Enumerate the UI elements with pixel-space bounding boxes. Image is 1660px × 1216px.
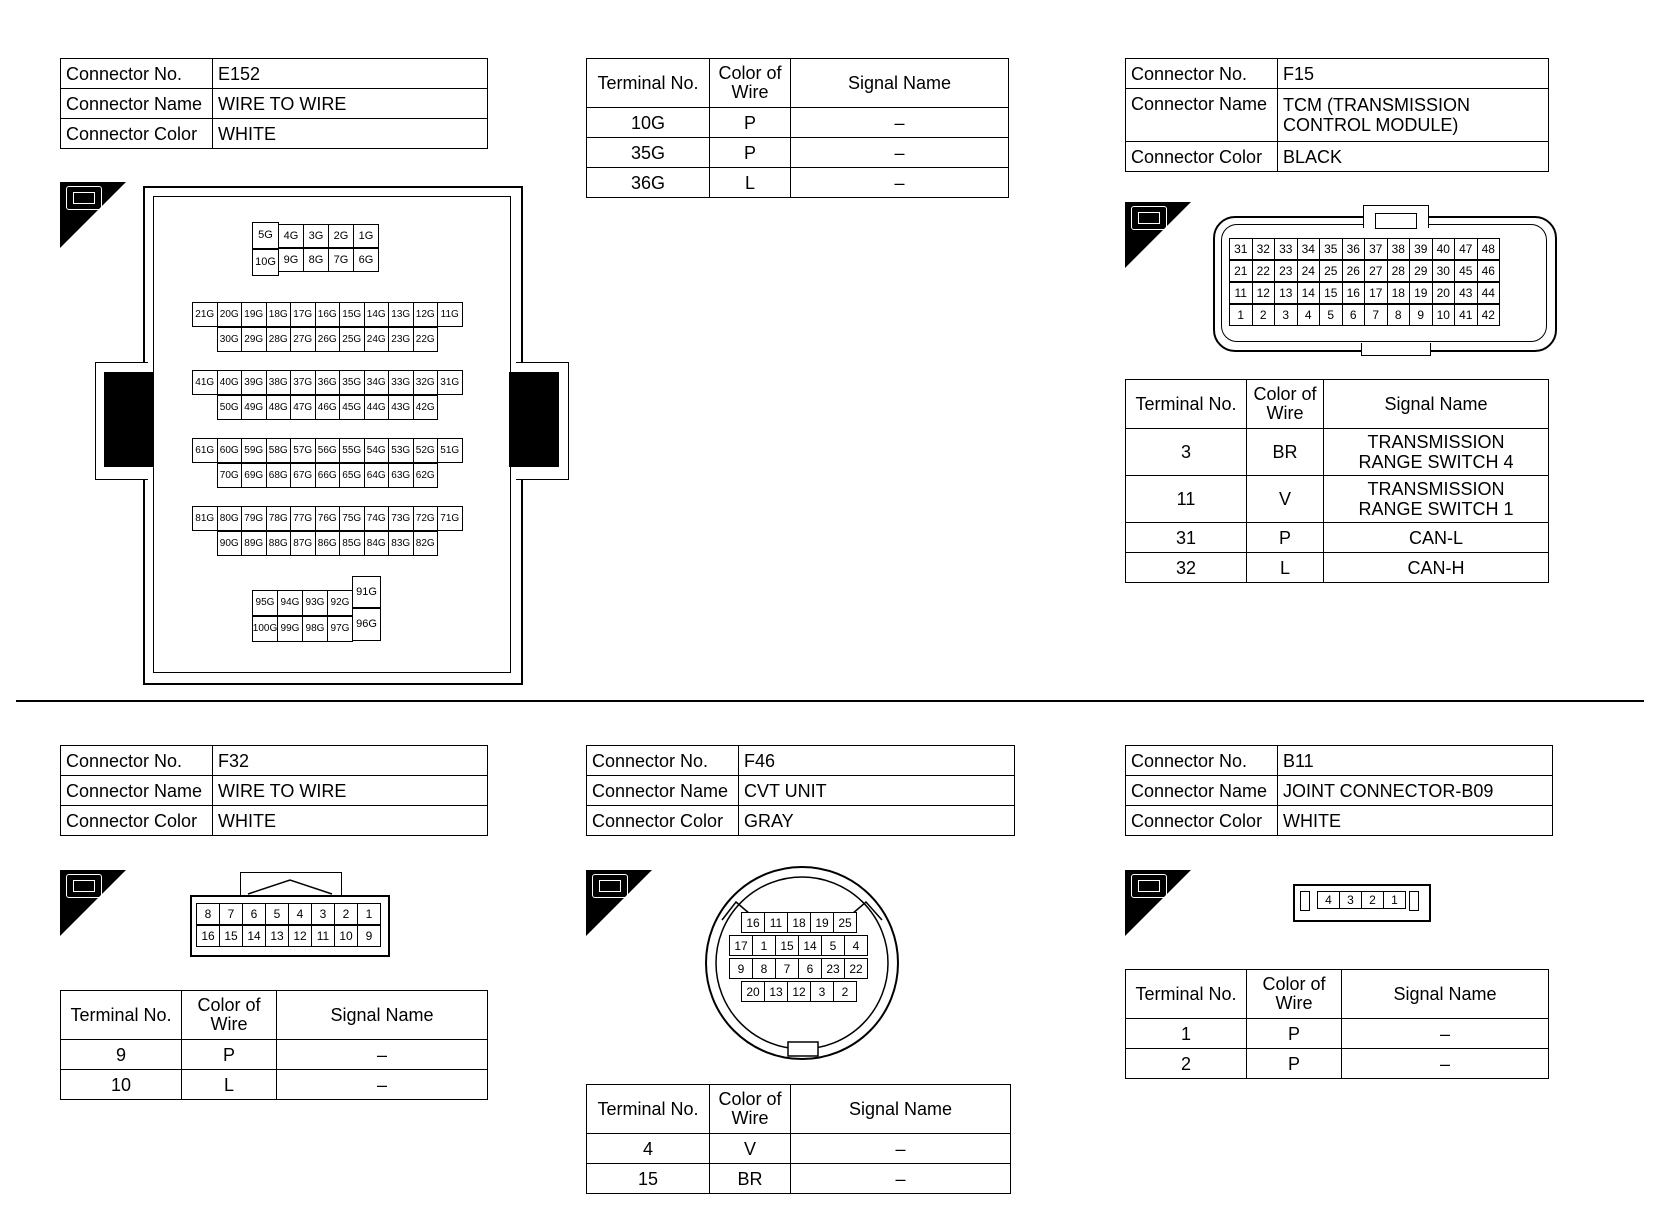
terminal-pin: 46	[1477, 260, 1501, 282]
terminal-pin: 54G	[364, 438, 390, 463]
terminal-pin: 1	[1229, 304, 1253, 326]
signal-header: Signal Name	[791, 59, 1009, 108]
terminal-pin: 22	[844, 958, 868, 979]
info-label: Connector No.	[61, 746, 213, 776]
hs-label: H.S.	[1153, 244, 1187, 263]
terminal-pin: 9	[729, 958, 753, 979]
signal-header: Signal Name	[791, 1085, 1011, 1134]
terminal-pin: 13	[1274, 282, 1298, 304]
terminal-pin: 37	[1364, 238, 1388, 260]
table-row: 9 P –	[61, 1040, 488, 1070]
terminal-pin: 9	[357, 925, 381, 947]
terminal-pin: 61G	[192, 438, 218, 463]
terminal-pin: 45G	[339, 395, 365, 420]
terminal-pin: 2	[1252, 304, 1276, 326]
terminal-pin: 64G	[364, 463, 390, 488]
f46-terminal-table	[586, 1084, 1011, 1194]
terminal-pin: 16	[1342, 282, 1366, 304]
terminal-pin: 60G	[217, 438, 243, 463]
terminal-pin: 11	[764, 912, 788, 933]
terminal-pin: 4	[288, 903, 312, 925]
connector-name: WIRE TO WIRE	[213, 776, 488, 806]
terminal-pin: 8G	[303, 248, 329, 272]
terminal-pin: 25	[1319, 260, 1343, 282]
terminal-pin: 21	[1229, 260, 1253, 282]
terminal-pin: 53G	[388, 438, 414, 463]
b11-terminal-table	[1125, 969, 1549, 1079]
terminal-pin: 33G	[388, 370, 414, 395]
terminal-pin: 10	[334, 925, 358, 947]
table-row: 31 P CAN-L	[1126, 523, 1549, 553]
terminal-pin: 8	[752, 958, 776, 979]
terminal-pin: 34G	[364, 370, 390, 395]
info-label: Connector Color	[1126, 806, 1278, 836]
terminal-pin: 50G	[217, 395, 243, 420]
terminal-pin: 6G	[353, 248, 379, 272]
terminal-pin: 39	[1409, 238, 1433, 260]
terminal-pin: 43	[1454, 282, 1478, 304]
terminal-pin: 59G	[241, 438, 267, 463]
section-divider	[16, 700, 1644, 702]
terminal-pin: 39G	[241, 370, 267, 395]
terminal-pin: 18G	[266, 302, 292, 327]
terminal-pin: 7	[775, 958, 799, 979]
connector-color: WHITE	[1278, 806, 1553, 836]
terminal-pin: 52G	[413, 438, 439, 463]
terminal-pin: 36	[1342, 238, 1366, 260]
f32-latch	[240, 872, 340, 896]
terminal-pin: 18	[787, 912, 811, 933]
terminal-pin: 58G	[266, 438, 292, 463]
terminal-pin: 92G	[327, 590, 353, 616]
f32-info-table	[60, 745, 488, 836]
terminal-pin: 48	[1477, 238, 1501, 260]
terminal-pin: 35G	[339, 370, 365, 395]
terminal-pin: 15	[1319, 282, 1343, 304]
terminal-pin: 69G	[241, 463, 267, 488]
terminal-pin: 12	[288, 925, 312, 947]
terminal-pin: 71G	[437, 506, 463, 531]
terminal-pin: 28G	[266, 327, 292, 352]
table-row: 36G L –	[587, 168, 1009, 198]
terminal-pin: 31G	[437, 370, 463, 395]
terminal-pin: 8	[196, 903, 220, 925]
terminal-pin: 5	[821, 935, 845, 956]
color-header: Color of Wire	[1247, 380, 1324, 429]
terminal-pin: 32G	[413, 370, 439, 395]
terminal-pin: 26	[1342, 260, 1366, 282]
color-header: Color of Wire	[182, 991, 277, 1040]
terminal-pin: 21G	[192, 302, 218, 327]
terminal-pin: 18	[1387, 282, 1411, 304]
terminal-pin: 25G	[339, 327, 365, 352]
harness-side-icon	[586, 870, 652, 936]
info-label: Connector No.	[1126, 59, 1278, 89]
info-label: Connector Color	[61, 119, 213, 149]
terminal-header: Terminal No.	[1126, 970, 1247, 1019]
terminal-pin: 29G	[241, 327, 267, 352]
terminal-pin: 5	[265, 903, 289, 925]
terminal-pin: 10G	[252, 249, 279, 276]
terminal-pin: 14	[242, 925, 266, 947]
terminal-pin: 70G	[217, 463, 243, 488]
terminal-pin: 6	[798, 958, 822, 979]
connector-name: CVT UNIT	[739, 776, 1015, 806]
terminal-pin: 100G	[252, 616, 278, 642]
terminal-pin: 3G	[303, 224, 329, 248]
terminal-pin: 3	[311, 903, 335, 925]
terminal-pin: 1	[357, 903, 381, 925]
terminal-pin: 89G	[241, 531, 267, 556]
terminal-pin: 29	[1409, 260, 1433, 282]
terminal-pin: 41	[1454, 304, 1478, 326]
terminal-pin: 48G	[266, 395, 292, 420]
terminal-pin: 51G	[437, 438, 463, 463]
terminal-pin: 24G	[364, 327, 390, 352]
harness-side-icon	[1125, 870, 1191, 936]
terminal-pin: 35	[1319, 238, 1343, 260]
table-row: 10 L –	[61, 1070, 488, 1100]
terminal-pin: 47	[1454, 238, 1478, 260]
terminal-pin: 65G	[339, 463, 365, 488]
terminal-pin: 78G	[266, 506, 292, 531]
harness-side-icon	[60, 182, 126, 248]
terminal-pin: 83G	[388, 531, 414, 556]
info-label: Connector No.	[61, 59, 213, 89]
terminal-pin: 67G	[290, 463, 316, 488]
terminal-pin: 9	[1409, 304, 1433, 326]
terminal-pin: 93G	[302, 590, 328, 616]
terminal-pin: 37G	[290, 370, 316, 395]
terminal-pin: 15	[219, 925, 243, 947]
terminal-pin: 11	[311, 925, 335, 947]
signal-header: Signal Name	[1342, 970, 1549, 1019]
terminal-pin: 30	[1432, 260, 1456, 282]
hs-label: H.S.	[88, 224, 122, 243]
terminal-pin: 95G	[252, 590, 278, 616]
f15-terminal-table	[1125, 379, 1549, 583]
terminal-pin: 43G	[388, 395, 414, 420]
terminal-pin: 55G	[339, 438, 365, 463]
terminal-pin: 19	[1409, 282, 1433, 304]
terminal-pin: 3	[1339, 891, 1362, 909]
table-row: 4 V –	[587, 1134, 1011, 1164]
terminal-pin: 30G	[217, 327, 243, 352]
info-label: Connector No.	[1126, 746, 1278, 776]
info-label: Connector Name	[1126, 89, 1278, 142]
terminal-pin: 27G	[290, 327, 316, 352]
terminal-pin: 82G	[413, 531, 439, 556]
e152-terminal-table	[586, 58, 1009, 198]
terminal-pin: 86G	[315, 531, 341, 556]
terminal-pin: 11	[1229, 282, 1253, 304]
hs-label: H.S.	[1153, 912, 1187, 931]
hs-label: H.S.	[88, 912, 122, 931]
terminal-pin: 38G	[266, 370, 292, 395]
f15-info-table	[1125, 58, 1549, 172]
table-row: 10G P –	[587, 108, 1009, 138]
terminal-pin: 5	[1319, 304, 1343, 326]
terminal-pin: 1	[1383, 891, 1406, 909]
terminal-pin: 62G	[413, 463, 439, 488]
terminal-pin: 20	[1432, 282, 1456, 304]
terminal-pin: 77G	[290, 506, 316, 531]
terminal-pin: 20	[741, 981, 765, 1002]
terminal-pin: 9G	[278, 248, 304, 272]
hs-label: H.S.	[614, 912, 648, 931]
terminal-pin: 4G	[278, 224, 304, 248]
terminal-pin: 75G	[339, 506, 365, 531]
terminal-pin: 20G	[217, 302, 243, 327]
terminal-pin: 27	[1364, 260, 1388, 282]
terminal-pin: 7	[1364, 304, 1388, 326]
f32-terminal-table	[60, 990, 488, 1100]
terminal-pin: 8	[1387, 304, 1411, 326]
terminal-pin: 11G	[437, 302, 463, 327]
terminal-pin: 22	[1252, 260, 1276, 282]
terminal-pin: 4	[844, 935, 868, 956]
info-label: Connector No.	[587, 746, 739, 776]
terminal-pin: 26G	[315, 327, 341, 352]
signal-header: Signal Name	[1324, 380, 1549, 429]
info-label: Connector Color	[1126, 142, 1278, 172]
terminal-pin: 6	[1342, 304, 1366, 326]
harness-side-icon	[1125, 202, 1191, 268]
info-label: Connector Color	[587, 806, 739, 836]
b11-info-table	[1125, 745, 1553, 836]
terminal-pin: 57G	[290, 438, 316, 463]
terminal-pin: 17G	[290, 302, 316, 327]
f46-info-table	[586, 745, 1015, 836]
terminal-pin: 41G	[192, 370, 218, 395]
terminal-pin: 98G	[302, 616, 328, 642]
connector-no: F32	[213, 746, 488, 776]
terminal-pin: 7	[219, 903, 243, 925]
terminal-pin: 96G	[352, 608, 381, 641]
terminal-pin: 40	[1432, 238, 1456, 260]
color-header: Color of Wire	[1247, 970, 1342, 1019]
connector-no: F46	[739, 746, 1015, 776]
terminal-header: Terminal No.	[61, 991, 182, 1040]
terminal-pin: 63G	[388, 463, 414, 488]
info-label: Connector Name	[61, 776, 213, 806]
terminal-pin: 17	[729, 935, 753, 956]
terminal-pin: 3	[810, 981, 834, 1002]
color-header: Color of Wire	[710, 59, 791, 108]
connector-name: WIRE TO WIRE	[213, 89, 488, 119]
terminal-pin: 73G	[388, 506, 414, 531]
terminal-pin: 44G	[364, 395, 390, 420]
terminal-pin: 14	[1297, 282, 1321, 304]
terminal-pin: 90G	[217, 531, 243, 556]
terminal-pin: 13	[764, 981, 788, 1002]
terminal-header: Terminal No.	[587, 1085, 710, 1134]
terminal-pin: 19G	[241, 302, 267, 327]
terminal-pin: 16	[196, 925, 220, 947]
terminal-pin: 2	[833, 981, 857, 1002]
terminal-pin: 79G	[241, 506, 267, 531]
terminal-pin: 13	[265, 925, 289, 947]
info-label: Connector Color	[61, 806, 213, 836]
terminal-pin: 94G	[277, 590, 303, 616]
terminal-pin: 91G	[352, 576, 381, 608]
connector-no: F15	[1278, 59, 1549, 89]
terminal-pin: 31	[1229, 238, 1253, 260]
terminal-pin: 16	[741, 912, 765, 933]
terminal-pin: 2G	[328, 224, 354, 248]
connector-color: GRAY	[739, 806, 1015, 836]
terminal-pin: 22G	[413, 327, 439, 352]
terminal-pin: 14G	[364, 302, 390, 327]
terminal-pin: 17	[1364, 282, 1388, 304]
terminal-pin: 16G	[315, 302, 341, 327]
terminal-pin: 45	[1454, 260, 1478, 282]
terminal-pin: 1G	[353, 224, 379, 248]
terminal-pin: 7G	[328, 248, 354, 272]
terminal-pin: 97G	[327, 616, 353, 642]
terminal-pin: 36G	[315, 370, 341, 395]
table-row: 15 BR –	[587, 1164, 1011, 1194]
terminal-pin: 49G	[241, 395, 267, 420]
terminal-pin: 12G	[413, 302, 439, 327]
terminal-pin: 28	[1387, 260, 1411, 282]
connector-color: BLACK	[1278, 142, 1549, 172]
connector-name: JOINT CONNECTOR-B09	[1278, 776, 1553, 806]
terminal-pin: 47G	[290, 395, 316, 420]
table-row: 11 V TRANSMISSION RANGE SWITCH 1	[1126, 476, 1549, 523]
terminal-pin: 42G	[413, 395, 439, 420]
terminal-pin: 12	[1252, 282, 1276, 304]
terminal-pin: 25	[833, 912, 857, 933]
terminal-pin: 56G	[315, 438, 341, 463]
terminal-pin: 15G	[339, 302, 365, 327]
harness-side-icon	[60, 870, 126, 936]
signal-header: Signal Name	[277, 991, 488, 1040]
table-row: 2 P –	[1126, 1049, 1549, 1079]
terminal-pin: 72G	[413, 506, 439, 531]
connector-name: TCM (TRANSMISSION CONTROL MODULE)	[1278, 89, 1549, 142]
color-header: Color of Wire	[710, 1085, 791, 1134]
info-label: Connector Name	[587, 776, 739, 806]
terminal-pin: 34	[1297, 238, 1321, 260]
terminal-pin: 38	[1387, 238, 1411, 260]
connector-no: B11	[1278, 746, 1553, 776]
terminal-pin: 4	[1317, 891, 1340, 909]
terminal-pin: 40G	[217, 370, 243, 395]
terminal-pin: 19	[810, 912, 834, 933]
table-row: 35G P –	[587, 138, 1009, 168]
terminal-pin: 2	[1361, 891, 1384, 909]
terminal-pin: 66G	[315, 463, 341, 488]
terminal-pin: 15	[775, 935, 799, 956]
connector-color: WHITE	[213, 119, 488, 149]
terminal-pin: 23G	[388, 327, 414, 352]
terminal-pin: 13G	[388, 302, 414, 327]
terminal-pin: 4	[1297, 304, 1321, 326]
info-label: Connector Name	[1126, 776, 1278, 806]
info-label: Connector Name	[61, 89, 213, 119]
terminal-pin: 24	[1297, 260, 1321, 282]
terminal-pin: 76G	[315, 506, 341, 531]
terminal-pin: 6	[242, 903, 266, 925]
terminal-pin: 10	[1432, 304, 1456, 326]
terminal-pin: 42	[1477, 304, 1501, 326]
terminal-pin: 32	[1252, 238, 1276, 260]
terminal-pin: 81G	[192, 506, 218, 531]
terminal-pin: 84G	[364, 531, 390, 556]
terminal-pin: 14	[798, 935, 822, 956]
terminal-pin: 1	[752, 935, 776, 956]
terminal-pin: 2	[334, 903, 358, 925]
terminal-pin: 23	[1274, 260, 1298, 282]
table-row: 1 P –	[1126, 1019, 1549, 1049]
terminal-pin: 5G	[252, 222, 279, 249]
terminal-pin: 23	[821, 958, 845, 979]
terminal-pin: 99G	[277, 616, 303, 642]
terminal-header: Terminal No.	[1126, 380, 1247, 429]
terminal-pin: 85G	[339, 531, 365, 556]
terminal-pin: 74G	[364, 506, 390, 531]
terminal-pin: 3	[1274, 304, 1298, 326]
table-row: 3 BR TRANSMISSION RANGE SWITCH 4	[1126, 429, 1549, 476]
terminal-header: Terminal No.	[587, 59, 710, 108]
terminal-pin: 33	[1274, 238, 1298, 260]
terminal-pin: 68G	[266, 463, 292, 488]
terminal-pin: 46G	[315, 395, 341, 420]
terminal-pin: 88G	[266, 531, 292, 556]
terminal-pin: 44	[1477, 282, 1501, 304]
terminal-pin: 80G	[217, 506, 243, 531]
table-row: 32 L CAN-H	[1126, 553, 1549, 583]
connector-color: WHITE	[213, 806, 488, 836]
terminal-pin: 87G	[290, 531, 316, 556]
connector-no: E152	[213, 59, 488, 89]
terminal-pin: 12	[787, 981, 811, 1002]
e152-info-table	[60, 58, 488, 149]
